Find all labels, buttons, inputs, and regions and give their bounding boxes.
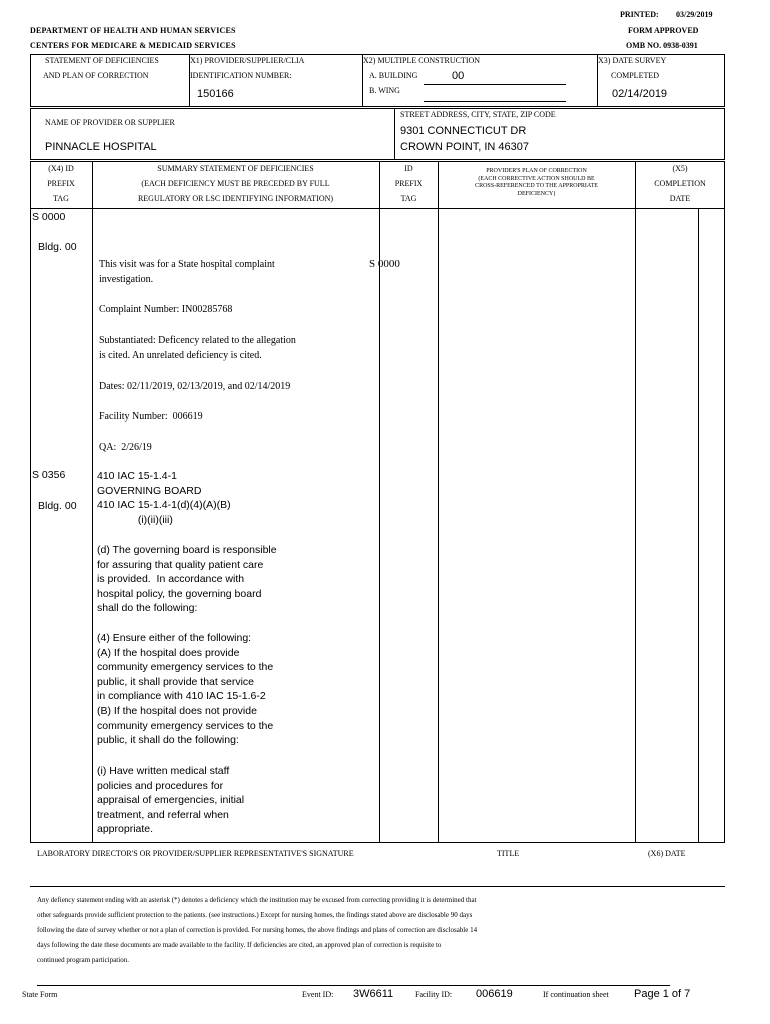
x4-id-label: (X4) ID [48,164,74,173]
form-approved: FORM APPROVED [628,26,699,35]
completion-label: COMPLETION [654,179,706,188]
id-prefix-label: PREFIX [394,179,423,188]
plan-of-correction-label: AND PLAN OF CORRECTION [43,71,149,80]
completed-label: COMPLETED [611,71,659,80]
summary-header [92,161,379,206]
complaint-number: Complaint Number: IN00285768 [99,304,233,315]
address-label: STREET ADDRESS, CITY, STATE, ZIP CODE [400,110,556,119]
disclaimer-line4: days following the date these documents are made available to the facility. If deficiencies are cited, an approved plan of correction is requisite to [37,941,442,949]
survey-date-value: 02/14/2019 [612,88,668,100]
x4-tag-label: TAG [53,194,69,203]
plan-title: PROVIDER'S PLAN OF CORRECTION [486,168,587,174]
id-header [379,161,438,206]
plan-line2: (EACH CORRECTIVE ACTION SHOULD BE [478,175,595,182]
qa-line: QA: 2/26/19 [99,442,152,453]
medical-staff-paragraph: (i) Have written medical staff policies and procedures for appraisal of emergencies, initial treatment, and referral when appropriate. [97,765,245,836]
page-number: Page 1 of 7 [634,988,691,1000]
wing-label: B. WING [369,86,400,95]
dates-line: Dates: 02/11/2019, 02/13/2019, and 02/14/2019 [99,381,291,392]
address-line1: 9301 CONNECTICUT DR [400,125,527,137]
date-label: DATE [669,194,691,203]
summary-subtitle: (EACH DEFICIENCY MUST BE PRECEDED BY FULL [141,179,330,188]
state-form-label: State Form [22,990,58,999]
building-label: A. BUILDING [369,71,418,80]
x1-label: X1) PROVIDER/SUPPLIER/CLIA [190,56,305,65]
x6-date-label: (X6) DATE [648,849,686,858]
disclaimer-line1: Any defiency statement ending with an asterisk (*) denotes a deficiency which the institution may be excused from correcting providing it is determined that [37,896,477,904]
printed-date: 03/29/2019 [676,10,713,19]
continuation-label: If continuation sheet [543,990,609,999]
footer-divider [37,985,670,986]
centers-title: CENTERS FOR MEDICARE & MEDICAID SERVICES [30,41,236,50]
department-title: DEPARTMENT OF HEALTH AND HUMAN SERVICES [30,26,236,35]
tag-s0356: S 0356 [32,469,66,481]
date-survey-label: X3) DATE SURVEY [598,56,667,65]
plan-header [438,168,635,198]
plan-line3: CROSS-REFERENCED TO THE APPROPRIATE [475,183,598,189]
id-tag-label: TAG [400,194,417,203]
building-value: 00 [452,70,465,82]
regulation-heading: 410 IAC 15-1.4-1 GOVERNING BOARD 410 IAC 15-1.4-1(d)(4)(A)(B) (i)(ii)(iii) [97,470,231,526]
x4-prefix-label: PREFIX [47,179,75,188]
emergency-services-paragraph: (4) Ensure either of the following: (A) If the hospital does provide community emergency services to the public, it shall provide that service in compliance with 410 IAC 15-1.6-2 (B) If the hospital does not provide community emergency services to the public, it shall do the following: [97,632,274,747]
right-tag-s0000: S 0000 [369,258,400,270]
summary-title: SUMMARY STATEMENT OF DEFICIENCIES [157,164,314,173]
statement-label: STATEMENT OF DEFICIENCIES [45,56,159,65]
provider-name-label: NAME OF PROVIDER OR SUPPLIER [45,118,175,127]
facility-number-line: Facility Number: 006619 [99,411,203,422]
disclaimer-line5: continued program participation. [37,956,129,964]
facility-id-value: 006619 [476,988,513,1000]
address-line2: CROWN POINT, IN 46307 [400,141,529,153]
signature-divider [30,886,725,887]
printed-label: PRINTED: [620,10,659,19]
x5-header [635,161,725,206]
event-id-value: 3W6611 [353,988,394,1000]
disclaimer-line3: following the date of survey whether or not a plan of correction is provided. For nursing homes, the above findings and plans of correction are disclosable 14 [37,926,478,934]
omb-number: OMB NO. 0938-0391 [626,41,698,50]
summary-subtitle2: REGULATORY OR LSC IDENTIFYING INFORMATION) [137,194,334,203]
title-label: TITLE [497,849,520,858]
provider-id-value: 150166 [197,88,234,100]
tag-s0000: S 0000 [32,211,66,223]
multiple-construction-label: X2) MULTIPLE CONSTRUCTION [363,56,481,65]
id-label: ID [404,164,413,173]
x4-header [30,161,92,206]
disclaimer-line2: other safeguards provide sufficient protection to the patients. (see instructions.) Except for nursing homes, the findings stated above are disclosable 90 days [37,911,473,919]
substantiated-paragraph: Substantiated: Deficency related to the allegation is cited. An unrelated deficiency is cited. [99,335,296,361]
identification-number-label: IDENTIFICATION NUMBER: [190,71,292,80]
visit-paragraph: This visit was for a State hospital complaint investigation. [99,259,275,285]
facility-id-label: Facility ID: [415,990,453,999]
governing-board-paragraph: (d) The governing board is responsible for assuring that quality patient care is provided. In accordance with hospital policy, the governing board shall do the following: [97,544,277,615]
x5-label: (X5) [672,164,688,173]
bldg-1: Bldg. 00 [38,241,77,253]
signature-label: LABORATORY DIRECTOR'S OR PROVIDER/SUPPLIER REPRESENTATIVE'S SIGNATURE [37,849,354,858]
event-id-label: Event ID: [302,990,334,999]
bldg-2: Bldg. 00 [38,500,77,512]
plan-line4: DEFICIENCY) [517,190,556,197]
provider-name-value: PINNACLE HOSPITAL [45,141,157,153]
